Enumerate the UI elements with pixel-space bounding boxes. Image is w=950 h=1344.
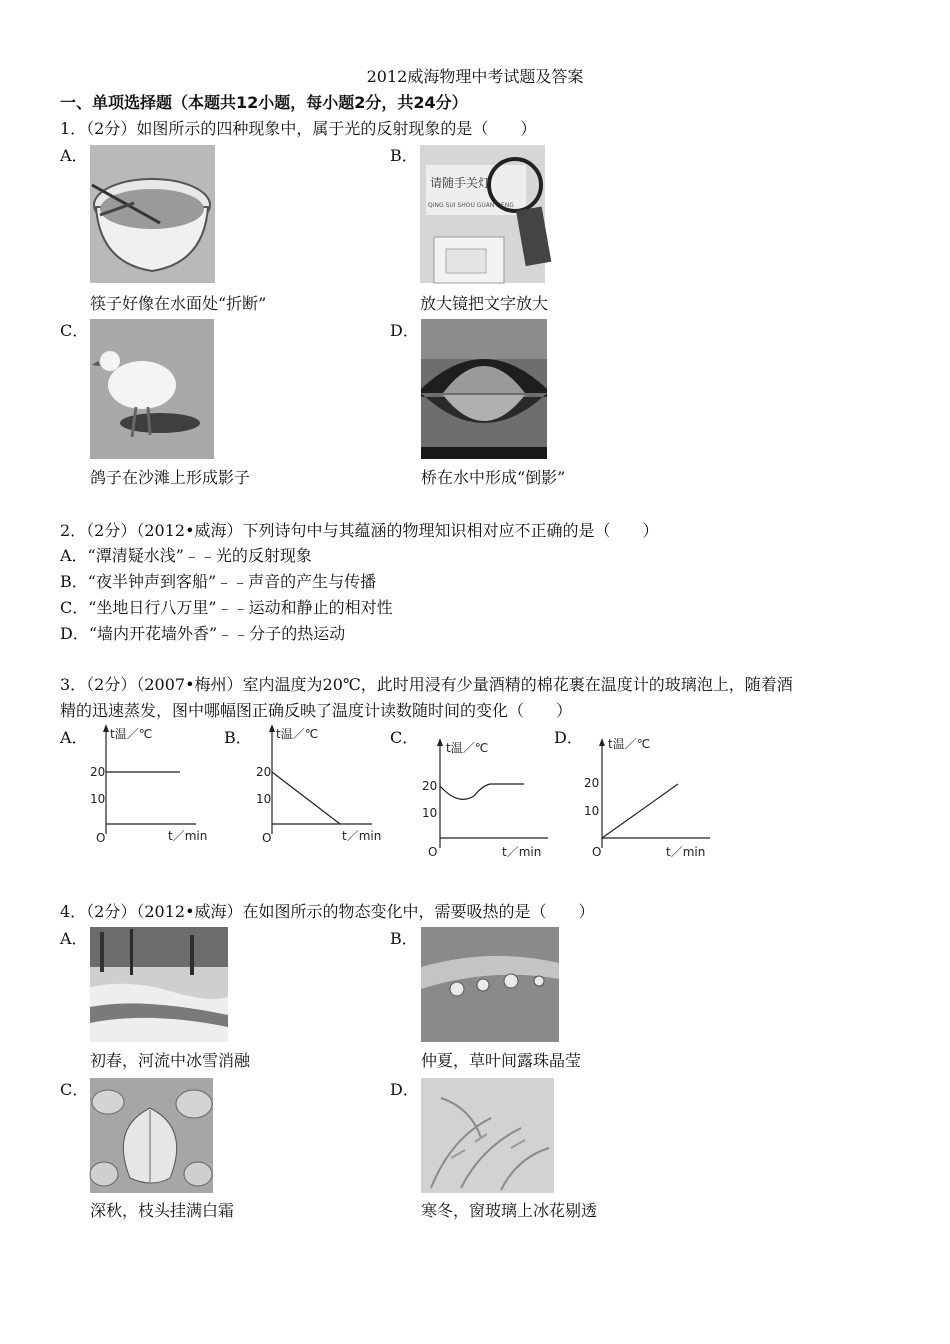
question-4-stem: 4．（2分）（2012•威海）在如图所示的物态变化中，需要吸热的是（ ） [60, 902, 595, 921]
question-3-stem-line1: 3．（2分）（2007•梅州）室内温度为20℃，此时用浸有少量酒精的棉花裹在温度计的玻璃泡上，随着酒 [60, 675, 793, 694]
q2-option-a: A．“潭清疑水浅”﹣﹣光的反射现象 [60, 546, 312, 565]
q3-c-tick-20: 20 [422, 779, 438, 793]
q3-a-tick-20: 20 [90, 765, 106, 779]
q2-option-b: B．“夜半钟声到客船”﹣﹣声音的产生与传播 [60, 572, 377, 591]
q1-photo-bridge-reflection [421, 319, 547, 459]
q3-a-xlabel: t／min [168, 829, 208, 843]
question-1-stem: 1．（2分）如图所示的四种现象中，属于光的反射现象的是（ ） [60, 119, 537, 138]
q4-option-b-letter: B． [390, 929, 418, 948]
q4-option-d-letter: D． [390, 1080, 419, 1099]
q3-graph-d [584, 736, 714, 860]
q3-d-origin: O [592, 845, 602, 859]
q3-graph-a [88, 722, 208, 846]
q2-option-c: C．“坐地日行八万里”﹣﹣运动和静止的相对性 [60, 598, 393, 617]
page-title: 2012威海物理中考试题及答案 [366, 67, 584, 86]
q1-photo-pigeon-shadow [90, 319, 214, 459]
q2-option-d: D．“墙内开花墙外香”﹣﹣分子的热运动 [60, 624, 346, 643]
sign-text: 请随手关灯 [430, 176, 491, 190]
q4-photo-frost-leaves [90, 1078, 213, 1193]
question-3-stem-line2: 精的迅速蒸发，图中哪幅图正确反映了温度计读数随时间的变化（ ） [60, 701, 573, 720]
q4-caption-b: 仲夏，草叶间露珠晶莹 [421, 1051, 582, 1070]
q1-caption-b: 放大镜把文字放大 [420, 294, 549, 313]
q4-photo-dewdrops [421, 927, 559, 1042]
q4-option-c-letter: C． [60, 1080, 89, 1099]
q1-option-c-letter: C． [60, 321, 89, 340]
q4-caption-d: 寒冬，窗玻璃上冰花剔透 [421, 1201, 598, 1220]
q3-b-xlabel: t／min [342, 829, 382, 843]
q3-c-origin: O [428, 845, 438, 859]
q1-caption-d: 桥在水中形成“倒影” [421, 468, 566, 487]
q3-option-a-letter: A． [60, 728, 88, 747]
q3-option-b-letter: B． [224, 728, 252, 747]
q3-d-xlabel: t／min [666, 845, 706, 859]
q3-c-ylabel: t温／℃ [446, 741, 489, 755]
q3-d-tick-20: 20 [584, 776, 600, 790]
q4-option-a-letter: A． [60, 929, 88, 948]
q3-a-origin: O [96, 831, 106, 845]
q3-b-ylabel: t温／℃ [276, 727, 319, 741]
question-2-stem: 2．（2分）（2012•威海）下列诗句中与其蕴涵的物理知识相对应不正确的是（ ） [60, 521, 659, 540]
q3-graph-b [254, 722, 382, 846]
q1-option-a-letter: A． [60, 146, 88, 165]
q3-graph-c [420, 736, 550, 860]
q3-b-curve [272, 772, 340, 824]
q1-photo-magnifier-sign [420, 145, 545, 283]
q3-b-origin: O [262, 831, 272, 845]
q3-option-c-letter: C． [390, 728, 419, 747]
q1-option-d-letter: D． [390, 321, 419, 340]
q3-a-tick-10: 10 [90, 792, 106, 806]
section-heading: 一、单项选择题（本题共12小题，每小题2分，共24分） [60, 93, 468, 112]
q3-c-tick-10: 10 [422, 806, 438, 820]
q4-photo-melting-river [90, 927, 228, 1042]
q1-option-b-letter: B． [390, 146, 418, 165]
q4-caption-a: 初春，河流中冰雪消融 [90, 1051, 251, 1070]
q1-caption-c: 鸽子在沙滩上形成影子 [90, 468, 251, 487]
q3-a-ylabel: t温／℃ [110, 727, 153, 741]
q3-d-tick-10: 10 [584, 804, 600, 818]
sign-pinyin: QING SUI SHOU GUAN DENG [428, 202, 514, 209]
q4-caption-c: 深秋，枝头挂满白霜 [90, 1201, 235, 1220]
q3-d-ylabel: t温／℃ [608, 737, 651, 751]
q3-b-tick-20: 20 [256, 765, 272, 779]
q3-c-xlabel: t／min [502, 845, 542, 859]
q3-d-curve [602, 784, 678, 838]
q3-c-curve [440, 784, 524, 799]
q3-b-tick-10: 10 [256, 792, 272, 806]
q1-photo-chopsticks-bowl [90, 145, 215, 283]
q4-photo-window-frost [421, 1078, 554, 1193]
q3-option-d-letter: D． [554, 728, 583, 747]
q1-caption-a: 筷子好像在水面处“折断” [90, 294, 267, 313]
